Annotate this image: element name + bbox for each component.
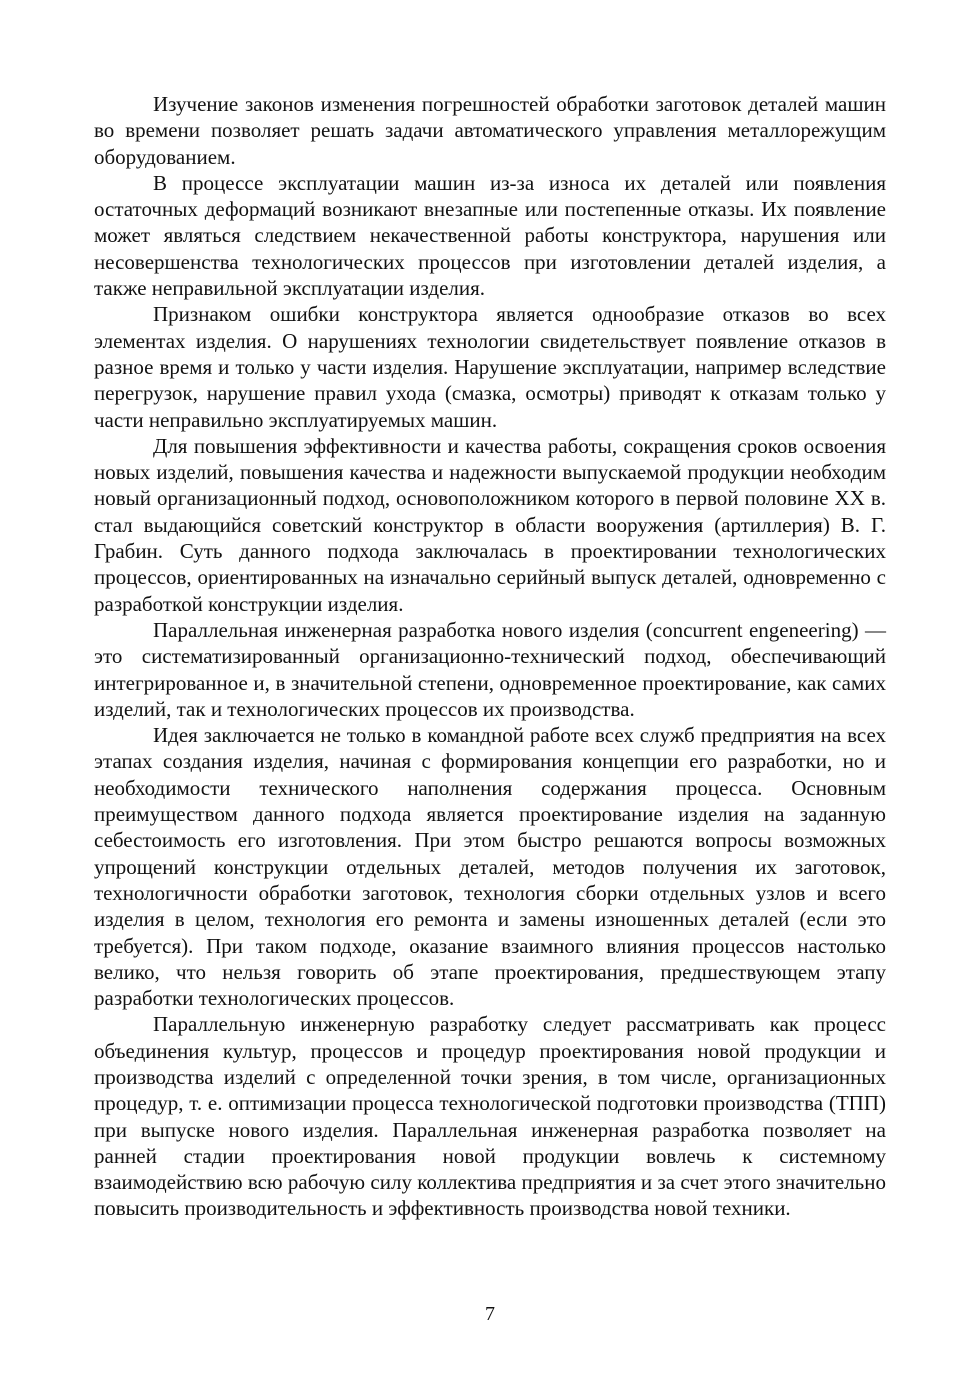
paragraph-7: Параллельную инженерную разработку следует рассматривать как процесс объединения культур, процессов и процедур проектирования новой продукции и производства изделий с определенной точки зрения, в том числе, организационных процедур, т. е. оптимизации процесса технологической подготовки производства (ТПП) при выпуске нового изделия. Параллельная инженерная разработка позволяет на ранней стадии проектирования новой продукции вовлечь к системному взаимодействию всю рабочую силу коллектива предприятия и за счет этого значительно повысить производительность и эффективность производства новой техники.	[94, 1012, 886, 1221]
paragraph-6: Идея заключается не только в командной работе всех служб предприятия на всех этапах создания изделия, начиная с формирования концепции его разработки, но и необходимости технического наполнения содержания процесса. Основным преимуществом данного подхода является проектирование изделия на заданную себестоимость его изготовления. При этом быстро решаются вопросы возможных упрощений конструкции отдельных деталей, методов получения их заготовок, технологичности обработки заготовок, технология сборки отдельных узлов и всего изделия в целом, технология его ремонта и замены изношенных деталей (если это требуется). При таком подходе, оказание взаимного влияния процессов настолько велико, что нельзя говорить об этапе проектирования, предшествующем этапу разработки технологических процессов.	[94, 723, 886, 1011]
paragraph-4: Для повышения эффективности и качества работы, сокращения сроков освоения новых изделий, повышения качества и надежности выпускаемой продукции необходим новый организационный подход, основоположником которого в первой половине XX в. стал выдающийся советский конструктор в области вооружения (артиллерия) В. Г. Грабин. Суть данного подхода заключалась в проектировании технологических процессов, ориентированных на изначально серийный выпуск деталей, одновременно с разработкой конструкции изделия.	[94, 433, 886, 616]
paragraph-5: Параллельная инженерная разработка нового изделия (concurrent engeneering) — это систематизированный организационно-технический подход, обеспечивающий интегрированное и, в значительной степени, одновременное проектирование, как самих изделий, так и технологических процессов их производства.	[94, 617, 886, 721]
page-number: 7	[485, 1303, 495, 1325]
paragraph-3: Признаком ошибки конструктора является однообразие отказов во всех элементах изделия. О нарушениях технологии свидетельствует появление отказов в разное время и только у части изделия. Нарушение эксплуатации, например вследствие перегрузок, нарушение правил ухода (смазка, осмотры) приводят к отказам только у части неправильно эксплуатируемых машин.	[94, 302, 886, 432]
paragraph-2: В процессе эксплуатации машин из-за износа их деталей или появления остаточных деформаций возникают внезапные или постепенные отказы. Их появление может являться следствием некачественной работы конструктора, нарушения или несовершенства технологических процессов при изготовлении деталей изделия, а также неправильной эксплуатации изделия.	[94, 170, 886, 301]
body-text	[94, 91, 886, 1222]
paragraph-1: Изучение законов изменения погрешностей обработки заготовок деталей машин во времени позволяет решать задачи автоматического управления металлорежущим оборудованием.	[94, 92, 886, 169]
